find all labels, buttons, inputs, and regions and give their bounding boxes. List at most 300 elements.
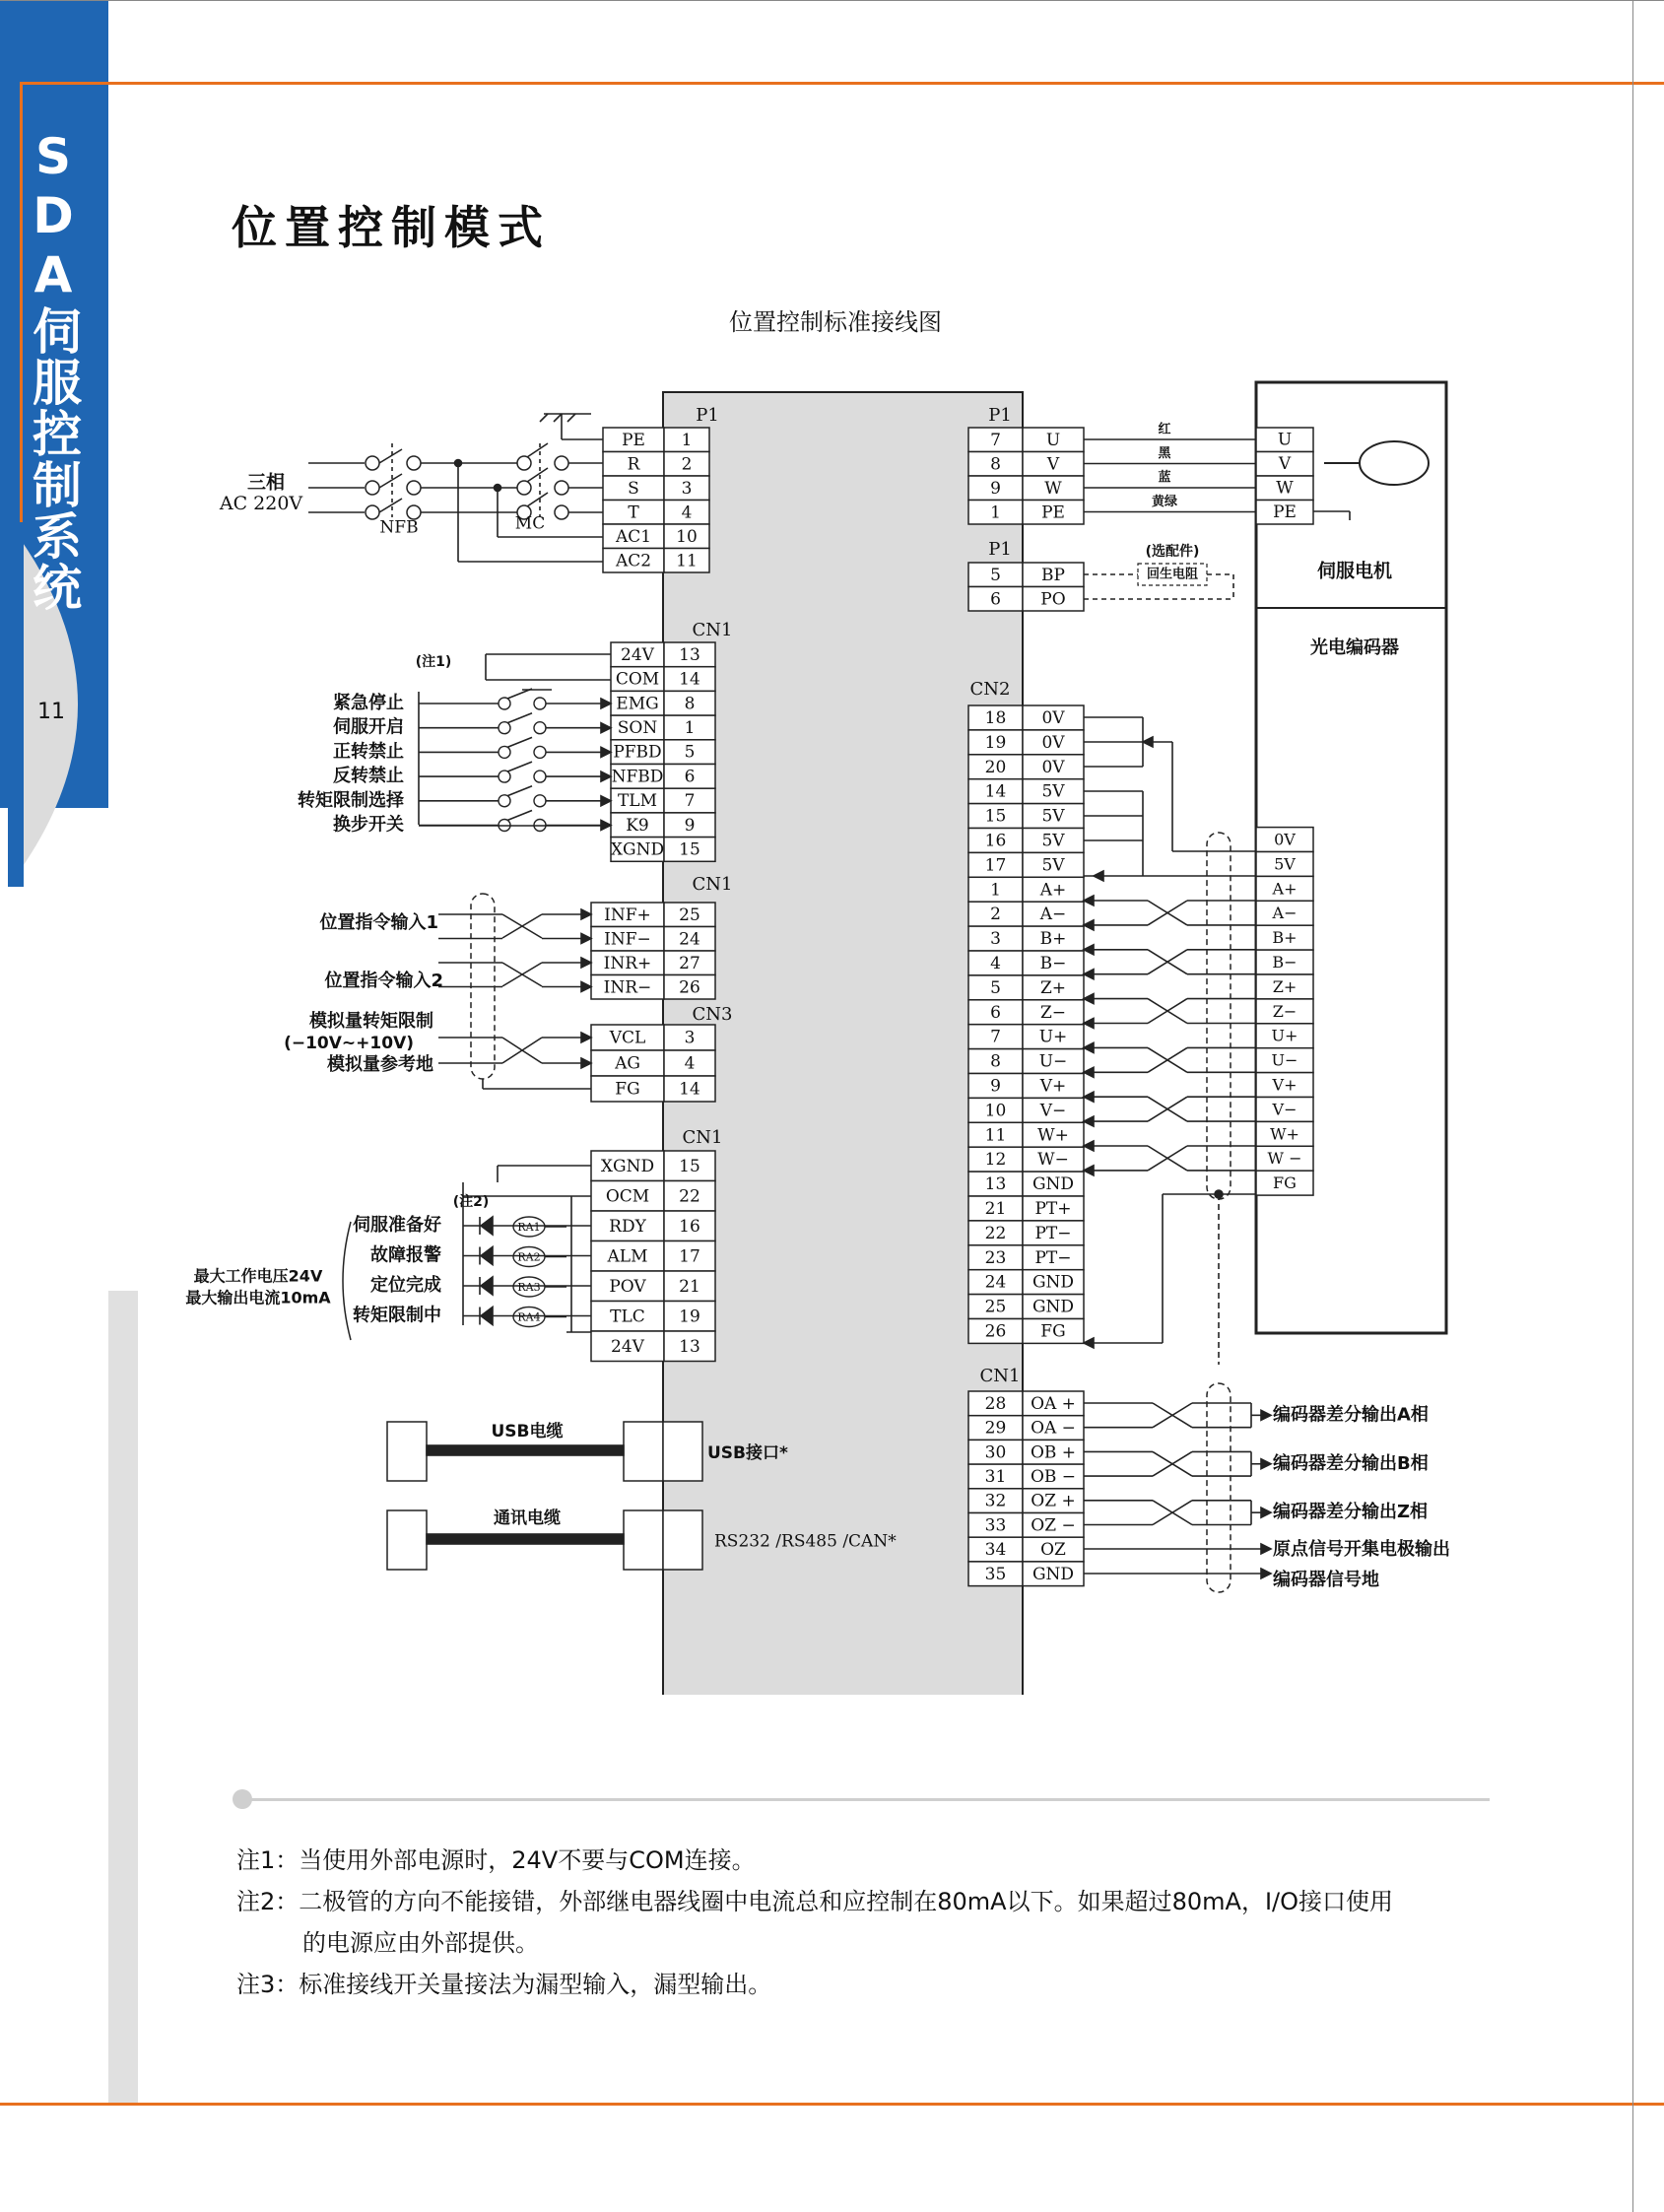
encout-twisted-pair bbox=[1153, 1501, 1192, 1525]
encout-twisted-pair bbox=[1153, 1403, 1192, 1428]
cn2-pin: 5V bbox=[1041, 855, 1065, 876]
encoder-terminal-label: Z+ bbox=[1272, 976, 1298, 996]
nfb-contact bbox=[366, 456, 379, 470]
encoder-terminal-label: B− bbox=[1272, 953, 1298, 972]
nfb-blade bbox=[379, 449, 402, 463]
usb-port-label: USB接口* bbox=[707, 1443, 788, 1463]
p1-power-pin: 1 bbox=[681, 430, 693, 450]
input-arrow bbox=[601, 747, 611, 757]
p1-regen-label: 6 bbox=[990, 589, 1001, 610]
nfb-contact bbox=[407, 481, 421, 495]
usb-plug-right bbox=[624, 1422, 663, 1481]
input-label: 紧急停止 bbox=[333, 693, 404, 713]
comm-plug-right bbox=[624, 1510, 663, 1570]
cn3-pin: 3 bbox=[684, 1028, 696, 1048]
cn1-pulse-pin: 26 bbox=[679, 977, 700, 998]
switch-contact bbox=[534, 698, 546, 709]
cn2-pin: 5V bbox=[1041, 781, 1065, 802]
encoder-twisted-pair bbox=[1148, 999, 1187, 1024]
switch-blade bbox=[507, 713, 532, 723]
arrow bbox=[1261, 1569, 1271, 1578]
nfb-contact bbox=[366, 481, 379, 495]
ground-hatch bbox=[540, 414, 548, 422]
cn2-pin: V− bbox=[1039, 1101, 1067, 1121]
cn1-out-pin: 19 bbox=[679, 1307, 700, 1327]
cn1-out-label: TLC bbox=[610, 1307, 645, 1327]
encout-label: 编码器差分输出A相 bbox=[1273, 1404, 1429, 1426]
arrow bbox=[1084, 896, 1094, 905]
cn2-pin: 0V bbox=[1041, 757, 1065, 777]
arrow bbox=[1084, 1166, 1094, 1175]
mains-label-1: 三相 bbox=[246, 471, 286, 494]
pulse-label-1: 位置指令输入1 bbox=[319, 912, 438, 933]
cn1-out-label: OCM bbox=[605, 1186, 650, 1207]
cn2-pin: GND bbox=[1032, 1297, 1075, 1317]
relay-label: RA3 bbox=[517, 1281, 541, 1294]
nfb-label: NFB bbox=[379, 517, 419, 538]
cn2-label: 1 bbox=[990, 880, 1001, 901]
motor-terminal-label: W bbox=[1276, 478, 1294, 499]
twisted-pair-2 bbox=[502, 963, 542, 986]
cn1-in-label: XGND bbox=[610, 839, 665, 860]
encoder-terminal-label: 0V bbox=[1274, 830, 1296, 849]
cn1-pulse-label: INF− bbox=[604, 929, 651, 950]
output-label: 故障报警 bbox=[370, 1244, 441, 1266]
encoder-label: 光电编码器 bbox=[1310, 637, 1399, 658]
page-title: 位置控制模式 bbox=[232, 201, 551, 254]
cn2-label: 9 bbox=[990, 1076, 1001, 1097]
p1-power-label: AC2 bbox=[615, 551, 652, 571]
cn1-in-label: SON bbox=[617, 717, 658, 738]
cn1-out-header: CN1 bbox=[682, 1127, 723, 1148]
cn1-out-label: XGND bbox=[600, 1156, 655, 1176]
wire-color-label: 蓝 bbox=[1158, 470, 1171, 486]
cn2-pin: PT− bbox=[1034, 1223, 1072, 1243]
cn1-in-pin: 13 bbox=[679, 644, 700, 665]
wire-color-label: 黑 bbox=[1158, 446, 1171, 461]
encoder-terminal-label: U+ bbox=[1271, 1026, 1298, 1045]
cn2-header: CN2 bbox=[969, 679, 1011, 700]
cn3-label: AG bbox=[615, 1053, 640, 1074]
cn1-in-pin: 8 bbox=[684, 694, 696, 714]
twisted-pair-3 bbox=[502, 1038, 542, 1063]
cn2-label: 26 bbox=[984, 1321, 1007, 1342]
arrow bbox=[581, 1033, 591, 1042]
cn1-pulse-header: CN1 bbox=[692, 874, 733, 895]
cn2-label: 17 bbox=[984, 855, 1007, 876]
arrow bbox=[1084, 945, 1094, 955]
cn2-pin: A− bbox=[1039, 905, 1067, 925]
arrow bbox=[1084, 1141, 1094, 1151]
relay-label: RA1 bbox=[517, 1221, 541, 1234]
cn2-pin: 0V bbox=[1041, 707, 1065, 728]
output-label: 定位完成 bbox=[370, 1275, 441, 1296]
comm-cable bbox=[427, 1534, 624, 1544]
pulse-arrow bbox=[581, 982, 591, 992]
encoder-terminal-label: FG bbox=[1273, 1173, 1297, 1193]
encoder-terminal-label: U− bbox=[1271, 1050, 1298, 1070]
input-arrow bbox=[601, 796, 611, 806]
mc-contact bbox=[517, 456, 531, 470]
cn2-pin: U+ bbox=[1038, 1027, 1068, 1047]
cn2-label: 3 bbox=[990, 929, 1001, 950]
cn2-pin: 5V bbox=[1041, 831, 1065, 851]
mc-contact bbox=[517, 481, 531, 495]
comm-cable-label: 通讯电缆 bbox=[494, 1508, 561, 1528]
p1-motor-pin: W bbox=[1044, 478, 1062, 499]
cn1-encout-label: 33 bbox=[984, 1515, 1007, 1536]
cn1-encout-label: 30 bbox=[984, 1442, 1007, 1463]
output-label: 转矩限制中 bbox=[353, 1305, 441, 1326]
mc-label: MC bbox=[514, 513, 546, 534]
p1-regen-pin: PO bbox=[1040, 589, 1066, 610]
max-voltage-label: 最大工作电压24V bbox=[193, 1266, 323, 1286]
cn1-in-pin: 14 bbox=[679, 669, 700, 690]
pulse-arrow bbox=[581, 909, 591, 919]
cn3-header: CN3 bbox=[692, 1004, 733, 1025]
cn2-label: 22 bbox=[984, 1223, 1007, 1243]
cn2-label: 16 bbox=[984, 831, 1007, 851]
diagram-title: 位置控制标准接线图 bbox=[729, 308, 942, 336]
p1-regen-pin: BP bbox=[1041, 565, 1065, 585]
input-label: 正转禁止 bbox=[333, 741, 404, 763]
switch-contact bbox=[499, 746, 510, 758]
p1-motor-pin: U bbox=[1045, 430, 1061, 450]
cn2-label: 19 bbox=[984, 732, 1007, 753]
encout-label: 编码器差分输出Z相 bbox=[1273, 1502, 1429, 1523]
p1-motor-pin: V bbox=[1046, 454, 1060, 475]
mc-contact bbox=[555, 481, 568, 495]
motor-terminal-label: V bbox=[1278, 454, 1292, 474]
arrow bbox=[1094, 871, 1103, 881]
arrow bbox=[1084, 1067, 1094, 1077]
p1-power-header: P1 bbox=[696, 405, 719, 426]
cn2-label: 18 bbox=[984, 707, 1007, 728]
cn1-in-header: CN1 bbox=[692, 620, 733, 640]
cn1-encout-pin: GND bbox=[1032, 1564, 1075, 1584]
cn2-label: 13 bbox=[984, 1174, 1007, 1195]
p1-motor-label: 7 bbox=[990, 430, 1001, 450]
cn1-out-pin: 22 bbox=[679, 1186, 700, 1207]
cn3-label-1: 模拟量转矩限制 bbox=[309, 1011, 433, 1032]
cn1-encout-label: 31 bbox=[984, 1466, 1007, 1487]
input-label: 反转禁止 bbox=[333, 766, 404, 787]
arrow bbox=[581, 1058, 591, 1068]
mc-blade bbox=[527, 468, 548, 482]
note2-tag: (注2) bbox=[452, 1194, 490, 1210]
p1-motor-label: 1 bbox=[990, 503, 1001, 523]
note-2-cont: 的电源应由外部提供。 bbox=[302, 1929, 539, 1957]
encout-label: 编码器差分输出B相 bbox=[1273, 1452, 1429, 1474]
cn2-pin: Z− bbox=[1039, 1002, 1067, 1023]
cn2-label: 11 bbox=[984, 1125, 1007, 1146]
cn2-pin: B− bbox=[1039, 953, 1067, 973]
comm-port bbox=[663, 1510, 702, 1570]
cn1-in-pin: 1 bbox=[684, 717, 696, 738]
relay-label: RA4 bbox=[517, 1310, 541, 1324]
switch-contact bbox=[534, 771, 546, 782]
p1-power-label: PE bbox=[622, 430, 645, 450]
usb-plug-left bbox=[387, 1422, 427, 1481]
switch-blade bbox=[507, 762, 532, 771]
cn1-encout-pin: OB − bbox=[1030, 1466, 1077, 1487]
switch-contact bbox=[534, 795, 546, 807]
cn1-in-label: TLM bbox=[617, 791, 658, 812]
encout-label: 原点信号开集电极输出 bbox=[1273, 1539, 1450, 1560]
cn3-pin: 14 bbox=[679, 1079, 700, 1100]
encoder-terminal-label: W − bbox=[1267, 1149, 1302, 1169]
twisted-pair-1 bbox=[502, 914, 542, 938]
motor-terminal-label: PE bbox=[1273, 503, 1297, 522]
diode bbox=[481, 1217, 493, 1235]
cn1-out-pin: 17 bbox=[679, 1246, 700, 1267]
cn1-encout-label: 34 bbox=[984, 1540, 1007, 1561]
cn2-label: 8 bbox=[990, 1051, 1001, 1072]
arrow bbox=[1084, 1019, 1094, 1029]
cn1-in-label: K9 bbox=[626, 815, 649, 836]
cn2-pin: GND bbox=[1032, 1272, 1075, 1293]
cn1-encout-pin: OZ bbox=[1040, 1540, 1066, 1561]
usb-cable bbox=[427, 1445, 624, 1455]
wire-color-label: 黄绿 bbox=[1151, 495, 1178, 509]
cn2-label: 15 bbox=[984, 806, 1007, 827]
p1-power-label: AC1 bbox=[615, 526, 652, 547]
cn3-label: VCL bbox=[609, 1028, 646, 1048]
encoder-twisted-pair bbox=[1148, 1146, 1187, 1171]
cn1-out-label: 24V bbox=[611, 1336, 644, 1357]
cn3-pin: 4 bbox=[684, 1053, 696, 1074]
note1-tag: (注1) bbox=[415, 654, 452, 670]
regen-resistor-label: 回生电阻 bbox=[1146, 567, 1199, 582]
arrow bbox=[1261, 1459, 1271, 1469]
cn1-out-label: POV bbox=[609, 1276, 646, 1297]
encoder-terminal-label: B+ bbox=[1272, 928, 1298, 948]
note-3: 注3：标准接线开关量接法为漏型输入，漏型输出。 bbox=[236, 1971, 772, 1998]
cn2-label: 4 bbox=[990, 953, 1001, 973]
encoder-terminal-label: A+ bbox=[1272, 879, 1298, 899]
cn1-pulse-pin: 24 bbox=[679, 929, 700, 950]
cn1-out-pin: 13 bbox=[679, 1336, 700, 1357]
cn2-label: 24 bbox=[984, 1272, 1007, 1293]
arrow bbox=[1084, 1116, 1094, 1126]
p1-motor-label: 9 bbox=[990, 478, 1001, 499]
cn2-pin: 0V bbox=[1041, 732, 1065, 753]
input-label: 转矩限制选择 bbox=[298, 789, 404, 811]
switch-contact bbox=[499, 771, 510, 782]
cn1-pulse-label: INF+ bbox=[604, 905, 651, 925]
diode bbox=[481, 1247, 493, 1265]
input-arrow bbox=[601, 771, 611, 781]
p1-power-pin: 4 bbox=[681, 503, 693, 523]
encoder-twisted-pair bbox=[1148, 1097, 1187, 1121]
cn1-out-label: RDY bbox=[609, 1216, 646, 1237]
mc-blade bbox=[527, 443, 548, 457]
cn1-out-pin: 16 bbox=[679, 1216, 700, 1237]
mc-contact bbox=[555, 505, 568, 519]
pulse-arrow bbox=[581, 958, 591, 968]
encout-label: 编码器信号地 bbox=[1273, 1570, 1379, 1590]
cn1-in-pin: 7 bbox=[684, 791, 696, 812]
cn1-encout-pin: OB + bbox=[1030, 1442, 1077, 1463]
cn1-in-pin: 15 bbox=[679, 839, 700, 860]
cn3-label: FG bbox=[615, 1079, 640, 1100]
note-1: 注1：当使用外部电源时，24V不要与COM连接。 bbox=[236, 1846, 756, 1874]
encoder-terminal-label: W+ bbox=[1270, 1124, 1299, 1144]
cn1-pulse-label: INR− bbox=[603, 977, 652, 998]
cn2-label: 21 bbox=[984, 1198, 1007, 1219]
cn1-encout-header: CN1 bbox=[979, 1366, 1021, 1386]
cn2-label: 20 bbox=[984, 757, 1007, 777]
diode bbox=[481, 1307, 493, 1325]
diode bbox=[481, 1277, 493, 1295]
cn3-label-3: 模拟量参考地 bbox=[327, 1054, 433, 1075]
cn2-pin: GND bbox=[1032, 1174, 1075, 1195]
mc-contact bbox=[555, 456, 568, 470]
switch-contact bbox=[499, 795, 510, 807]
switch-contact bbox=[534, 722, 546, 734]
side-label-text: SDA伺服控制系统 bbox=[25, 128, 82, 613]
motor-terminal-label: U bbox=[1277, 430, 1293, 450]
mains-label-2: AC 220V bbox=[219, 493, 303, 514]
cn1-in-label: COM bbox=[615, 669, 660, 690]
mc-blade bbox=[527, 493, 548, 506]
cn2-pin: 5V bbox=[1041, 806, 1065, 827]
cn1-in-label: 24V bbox=[621, 644, 654, 665]
cn2-label: 2 bbox=[990, 905, 1001, 925]
encout-shield bbox=[1207, 1383, 1231, 1592]
cn1-in-label: NFBD bbox=[611, 767, 664, 787]
bottom-border-line bbox=[0, 2103, 1664, 2106]
switch-blade bbox=[507, 811, 532, 821]
p1-power-pin: 11 bbox=[676, 551, 698, 571]
cn1-pulse-pin: 27 bbox=[679, 953, 700, 973]
p1-motor-label: 8 bbox=[990, 454, 1001, 475]
cn1-in-label: PFBD bbox=[613, 742, 662, 763]
input-label: 伺服开启 bbox=[333, 716, 404, 738]
usb-cable-label: USB电缆 bbox=[491, 1422, 564, 1441]
regen-option: (选配件) bbox=[1145, 544, 1200, 560]
encoder-twisted-pair bbox=[1148, 950, 1187, 974]
cn2-pin: W− bbox=[1037, 1150, 1069, 1171]
arrow bbox=[1261, 1508, 1271, 1517]
cn1-out-pin: 15 bbox=[679, 1156, 700, 1176]
motor-label: 伺服电机 bbox=[1316, 560, 1393, 582]
encoder-terminal-label: V+ bbox=[1272, 1075, 1298, 1095]
wire-color-label: 红 bbox=[1158, 422, 1171, 437]
page-number: 11 bbox=[37, 700, 65, 724]
arrow bbox=[1084, 920, 1094, 930]
pulse-arrow bbox=[581, 934, 591, 944]
arrow bbox=[1084, 970, 1094, 979]
cn2-pin: U− bbox=[1038, 1051, 1068, 1072]
cn2-label: 12 bbox=[984, 1150, 1007, 1171]
output-brace bbox=[343, 1222, 351, 1340]
cn1-out-label: ALM bbox=[607, 1246, 648, 1267]
note-2: 注2：二极管的方向不能接错，外部继电器线圈中电流总和应控制在80mA以下。如果超过80mA，I/O接口使用 bbox=[236, 1888, 1393, 1915]
cn2-label: 6 bbox=[990, 1002, 1001, 1023]
input-label: 换步开关 bbox=[333, 814, 404, 836]
switch-contact bbox=[534, 746, 546, 758]
cn1-encout-pin: OZ − bbox=[1031, 1515, 1076, 1536]
cn1-in-pin: 6 bbox=[684, 767, 696, 787]
usb-port bbox=[663, 1422, 702, 1481]
cn2-label: 7 bbox=[990, 1027, 1001, 1047]
encoder-terminal-label: Z− bbox=[1272, 1001, 1298, 1021]
cn2-pin: Z+ bbox=[1039, 977, 1067, 998]
p1-power-pin: 3 bbox=[681, 478, 693, 499]
cn1-in-pin: 9 bbox=[684, 815, 696, 836]
ground-hatch bbox=[554, 414, 562, 422]
p1-motor-header: P1 bbox=[988, 405, 1012, 426]
p1-power-label: R bbox=[627, 454, 640, 475]
cn1-pulse-label: INR+ bbox=[603, 953, 652, 973]
comm-port-label: RS232 /RS485 /CAN* bbox=[714, 1531, 897, 1552]
cn1-encout-pin: OA + bbox=[1031, 1393, 1076, 1414]
cn2-pin: PT− bbox=[1034, 1247, 1072, 1268]
cn2-pin: V+ bbox=[1039, 1076, 1067, 1097]
cn1-in-pin: 5 bbox=[684, 742, 696, 763]
output-label: 伺服准备好 bbox=[353, 1215, 441, 1236]
cn1-encout-label: 32 bbox=[984, 1491, 1007, 1511]
encout-twisted-pair bbox=[1153, 1451, 1192, 1476]
separator-dot bbox=[233, 1789, 252, 1809]
comm-plug-left bbox=[387, 1510, 427, 1570]
cn1-pulse-pin: 25 bbox=[679, 905, 700, 925]
p1-regen-label: 5 bbox=[990, 565, 1001, 585]
cn1-out-pin: 21 bbox=[679, 1276, 700, 1297]
p1-power-label: S bbox=[628, 478, 639, 499]
arrow bbox=[1261, 1544, 1271, 1554]
cn1-encout-label: 29 bbox=[984, 1418, 1007, 1439]
ground-hatch bbox=[567, 414, 575, 422]
cn1-encout-label: 28 bbox=[984, 1393, 1007, 1414]
cn1-encout-label: 35 bbox=[984, 1564, 1007, 1584]
switch-contact bbox=[499, 698, 510, 709]
cn3-label-2: (−10V~+10V) bbox=[284, 1034, 414, 1053]
arrow bbox=[1084, 1042, 1094, 1052]
max-current-label: 最大输出电流10mA bbox=[185, 1288, 331, 1307]
p1-power-pin: 10 bbox=[676, 526, 698, 547]
p1-motor-pin: PE bbox=[1041, 503, 1065, 523]
p1-power-label: T bbox=[628, 503, 639, 523]
p1-power-pin: 2 bbox=[681, 454, 693, 475]
encoder-shield bbox=[1207, 833, 1231, 1199]
p1-regen-header: P1 bbox=[988, 539, 1012, 560]
switch-contact bbox=[499, 722, 510, 734]
encoder-twisted-pair bbox=[1148, 1047, 1187, 1072]
arrow bbox=[1084, 994, 1094, 1004]
arrow bbox=[1084, 1092, 1094, 1102]
input-arrow bbox=[601, 723, 611, 733]
nfb-blade bbox=[379, 499, 402, 512]
encoder-terminal-label: A− bbox=[1272, 904, 1298, 923]
encoder-terminal-label: 5V bbox=[1274, 854, 1296, 874]
cn2-pin: B+ bbox=[1039, 929, 1067, 950]
cn2-label: 25 bbox=[984, 1297, 1007, 1317]
cn2-pin: A+ bbox=[1039, 880, 1067, 901]
input-arrow bbox=[601, 699, 611, 708]
switch-blade bbox=[507, 737, 532, 747]
cn2-label: 14 bbox=[984, 781, 1007, 802]
pulse-label-2: 位置指令输入2 bbox=[324, 971, 443, 991]
cn2-label: 5 bbox=[990, 977, 1001, 998]
nfb-contact bbox=[407, 456, 421, 470]
notes-separator bbox=[242, 1798, 1490, 1801]
nfb-contact bbox=[366, 505, 379, 519]
cn2-label: 10 bbox=[984, 1101, 1007, 1121]
arrow bbox=[1261, 1410, 1271, 1420]
cn1-encout-pin: OZ + bbox=[1031, 1491, 1076, 1511]
